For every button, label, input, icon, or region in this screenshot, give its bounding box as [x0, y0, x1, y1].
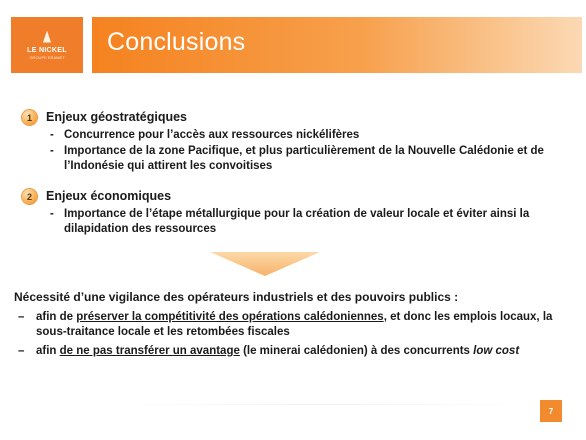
section-number-badge: 1 — [22, 110, 37, 125]
bullet-dash: - — [50, 145, 54, 157]
section-items — [46, 128, 576, 175]
page-number-badge: 7 — [540, 400, 562, 422]
conclusion-text-pre: afin — [36, 345, 60, 357]
bullet-dash: – — [18, 311, 25, 323]
list-item-text: Importance de la zone Pacifique, et plus particulièrement de la Nouvelle Calédonie et de l’Indonésie qui attirent les convoitises — [64, 145, 544, 172]
conclusion-block — [14, 290, 580, 363]
down-arrow-icon — [210, 252, 320, 276]
section-heading: Enjeux économiques — [46, 189, 172, 203]
conclusion-list — [14, 310, 580, 359]
conclusion-item — [14, 344, 580, 359]
conclusion-text-italic: low cost — [473, 345, 520, 357]
logo-name: LE NICKEL — [27, 46, 67, 54]
bullet-dash: - — [50, 208, 54, 220]
conclusion-item — [14, 310, 580, 340]
bullet-dash: - — [50, 129, 54, 141]
list-item-text: Concurrence pour l’accès aux ressources nickélifères — [64, 129, 360, 141]
list-item — [46, 144, 576, 174]
logo-mark-icon — [43, 31, 51, 43]
conclusion-text-mid: (le minerai calédonien) à des concurrents — [239, 345, 474, 357]
footer-divider — [116, 404, 530, 405]
conclusion-text-post: , et donc les emplois locaux, la sous-traitance locale et les retombées fiscales — [36, 311, 553, 338]
conclusion-text-underlined: de ne pas transférer un avantage — [59, 345, 240, 357]
title-bar — [92, 17, 582, 73]
company-logo — [11, 17, 83, 73]
section-items — [46, 207, 576, 238]
conclusion-intro: Nécessité d’une vigilance des opérateurs industriels et des pouvoirs publics : — [14, 290, 459, 304]
list-item — [46, 207, 576, 237]
conclusion-text-pre: afin de — [36, 311, 77, 323]
bullet-dash: – — [18, 345, 25, 357]
list-item-text: Importance de l’étape métallurgique pour la création de valeur locale et éviter ainsi la dilapidation des ressources — [64, 208, 530, 235]
list-item — [46, 128, 576, 143]
section-number-badge: 2 — [22, 189, 37, 204]
logo-subtitle: GROUPE ERAMET — [29, 54, 65, 60]
conclusion-text-underlined: préserver la compétitivité des opérations calédoniennes — [76, 311, 384, 323]
section-heading: Enjeux géostratégiques — [46, 110, 188, 124]
page-title: Conclusions — [107, 28, 246, 56]
